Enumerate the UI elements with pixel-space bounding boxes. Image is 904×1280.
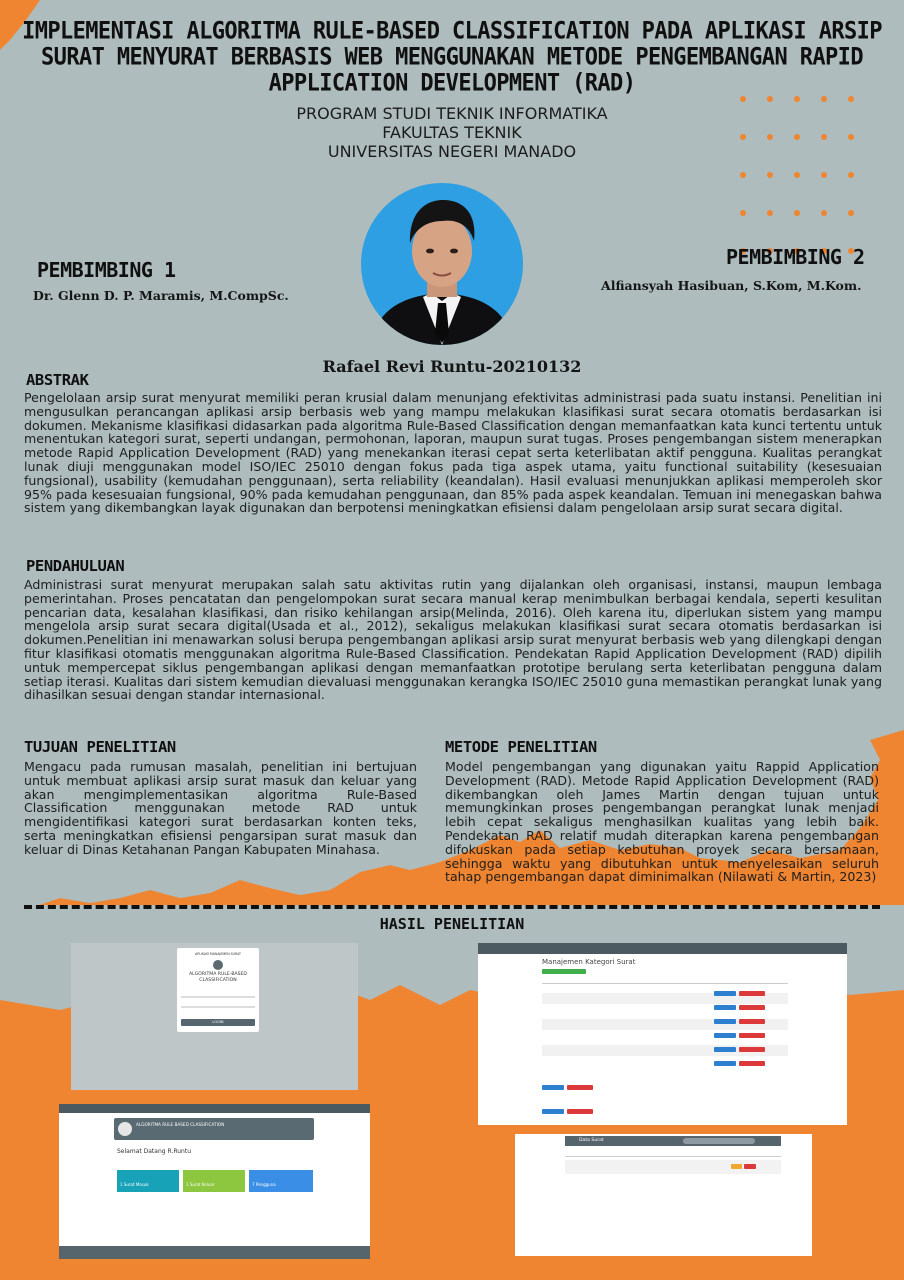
- title-line-3: APPLICATION DEVELOPMENT (RAD): [268, 69, 636, 97]
- pembimbing-1-heading: PEMBIMBING 1: [37, 258, 176, 282]
- login-logo-icon: [213, 960, 223, 970]
- dashboard-avatar: [118, 1122, 132, 1136]
- username-field[interactable]: [181, 996, 255, 998]
- university-name: UNIVERSITAS NEGERI MANADO: [327, 142, 577, 161]
- kategori-title: Manajemen Kategori Surat: [542, 958, 636, 966]
- pembimbing-2-name: Alfiansyah Hasibuan, S.Kom, M.Kom.: [601, 278, 862, 293]
- card-surat-masuk[interactable]: 1 Surat Masuk: [117, 1170, 179, 1192]
- add-kategori-button[interactable]: [542, 969, 586, 974]
- dashed-divider: [24, 905, 880, 909]
- login-screenshot: [71, 943, 358, 1090]
- dashboard-screenshot: [59, 1104, 370, 1259]
- author-name: Rafael Revi Runtu-20210132: [322, 357, 582, 376]
- title-line-1: IMPLEMENTASI ALGORITMA RULE-BASED CLASSIFICATION PADA APLIKASI ARSIP: [22, 18, 882, 46]
- tujuan-text: Mengacu pada rumusan masalah, penelitian ini bertujuan untuk membuat aplikasi arsip surat masuk dan keluar yang akan mengimplementasikan algoritma Rule-Based Classification menggunakan metode RAD untuk mengidentifikasi kategori surat berdasarkan konten teks, serta meningkatkan efisiensi pengarsipan surat masuk dan keluar di Dinas Ketahanan Pangan Kabupaten Minahasa.: [24, 759, 417, 857]
- kategori-navbar: [478, 943, 847, 954]
- program-name: PROGRAM STUDI TEKNIK INFORMATIKA: [296, 104, 608, 123]
- login-title: ALGORITMA RULE-BASED CLASSIFICATION: [189, 972, 247, 983]
- institution-block: [0, 104, 904, 161]
- title-line-2: SURAT MENYURAT BERBASIS WEB MENGGUNAKAN METODE PENGEMBANGAN RAPID: [41, 43, 863, 71]
- surat-title: Data Surat: [579, 1138, 604, 1143]
- dashboard-welcome: Selamat Datang R.Runtu: [117, 1148, 191, 1155]
- dashboard-navbar: [59, 1104, 370, 1113]
- pembimbing-2-heading: PEMBIMBING 2: [726, 245, 865, 269]
- pembimbing-1-name: Dr. Glenn D. P. Maramis, M.CompSc.: [33, 288, 289, 303]
- metode-text: Model pengembangan yang digunakan yaitu Rappid Application Development (RAD). Metode Rapid Application Development (RAD) dikembangkan oleh James Martin dengan tujuan untuk memungkinkan proses pengembangan perangkat lunak menjadi lebih cepat sekaligus menghasilkan kualitas yang lebih baik. Pendekatan RAD relatif mudah diterapkan karena pengembangan difokuskan pada setiap kebutuhan proyek secara bersamaan, sehingga waktu yang dibutuhkan untuk menyelesaikan seluruh tahap pengembangan dapat diminimalkan (Nilawati & Martin, 2023): [445, 759, 879, 885]
- dashboard-banner: [114, 1118, 314, 1140]
- tujuan-heading: TUJUAN PENELITIAN: [24, 738, 176, 756]
- hasil-heading: HASIL PENELITIAN: [379, 915, 525, 933]
- kategori-screenshot: [478, 943, 847, 1125]
- metode-heading: METODE PENELITIAN: [445, 738, 597, 756]
- login-button[interactable]: LOGIN: [181, 1019, 255, 1026]
- card-pengguna[interactable]: 7 Pengguna: [249, 1170, 313, 1192]
- abstrak-heading: ABSTRAK: [26, 371, 89, 389]
- login-app-label: APLIKASI MANAJEMEN SURAT: [195, 952, 241, 956]
- dashboard-footer: [59, 1246, 370, 1259]
- faculty-name: FAKULTAS TEKNIK: [382, 123, 522, 142]
- abstrak-text: Pengelolaan arsip surat menyurat memiliki peran krusial dalam menunjang efektivitas administrasi pada suatu instansi. Penelitian ini mengusulkan perancangan aplikasi arsip berbasis web yang mampu melakukan klasifikasi surat secara otomatis berdasarkan isi dokumen. Mekanisme klasifikasi didasarkan pada algoritma Rule-Based Classification dengan memanfaatkan kata kunci tertentu untuk menentukan kategori surat, seperti undangan, permohonan, laporan, maupun surat tugas. Proses pengembangan sistem menerapkan metode Rapid Application Development (RAD) yang menekankan iterasi cepat serta keterlibatan aktif pengguna. Kualitas perangkat lunak diuji menggunakan model ISO/IEC 25010 dengan fokus pada tiga aspek utama, yaitu functional suitability (kesesuaian fungsional), usability (kemudahan penggunaan), serta reliability (keandalan). Hasil evaluasi menunjukkan aplikasi memperoleh skor 95% pada kesesuaian fungsional, 90% pada kemudahan penggunaan, dan 85% pada aspek keandalan. Temuan ini menegaskan bahwa sistem yang dikembangkan layak digunakan dan berpotensi meningkatkan efisiensi dalam pengelolaan arsip surat secara digital.: [24, 390, 882, 516]
- author-photo: [361, 183, 523, 345]
- surat-edit-button[interactable]: [731, 1164, 742, 1169]
- kategori-table: [542, 979, 788, 1071]
- surat-header: [565, 1136, 781, 1146]
- dashboard-banner-title: ALGORITMA RULE BASED CLASSIFICATION: [136, 1122, 225, 1127]
- poster-title: [14, 19, 890, 97]
- login-card: [177, 948, 259, 1032]
- pendahuluan-text: Administrasi surat menyurat merupakan salah satu aktivitas rutin yang dijalankan oleh organisasi, instansi, maupun lembaga pemerintahan. Proses pencatatan dan pengelompokan surat secara manual kerap menimbulkan berbagai kendala, seperti kesulitan pencarian data, kesalahan klasifikasi, dan risiko kehilangan arsip(Melinda, 2016). Oleh karena itu, diperlukan sistem yang mampu mengelola arsip surat secara digital(Usada et al., 2012), sekaligus melakukan klasifikasi surat secara otomatis berdasarkan isi dokumen.Penelitian ini menawarkan solusi berupa pengembangan aplikasi arsip surat menyurat berbasis web yang dilengkapi dengan fitur klasifikasi otomatis menggunakan algoritma Rule-Based Classification. Pendekatan Rapid Application Development (RAD) dipilih untuk mempercepat siklus pengembangan aplikasi dengan memanfaatkan prototipe berulang serta keterlibatan pengguna dalam setiap iterasi. Kualitas dari sistem kemudian dievaluasi menggunakan kerangka ISO/IEC 25010 guna memastikan perangkat lunak yang dihasilkan sesuai dengan standar internasional.: [24, 577, 882, 703]
- card-surat-keluar[interactable]: 1 Surat Keluar: [183, 1170, 245, 1192]
- surat-screenshot: [515, 1134, 812, 1256]
- pendahuluan-heading: PENDAHULUAN: [26, 557, 125, 575]
- surat-delete-button[interactable]: [744, 1164, 756, 1169]
- surat-search-input[interactable]: [683, 1138, 755, 1144]
- password-field[interactable]: [181, 1006, 255, 1008]
